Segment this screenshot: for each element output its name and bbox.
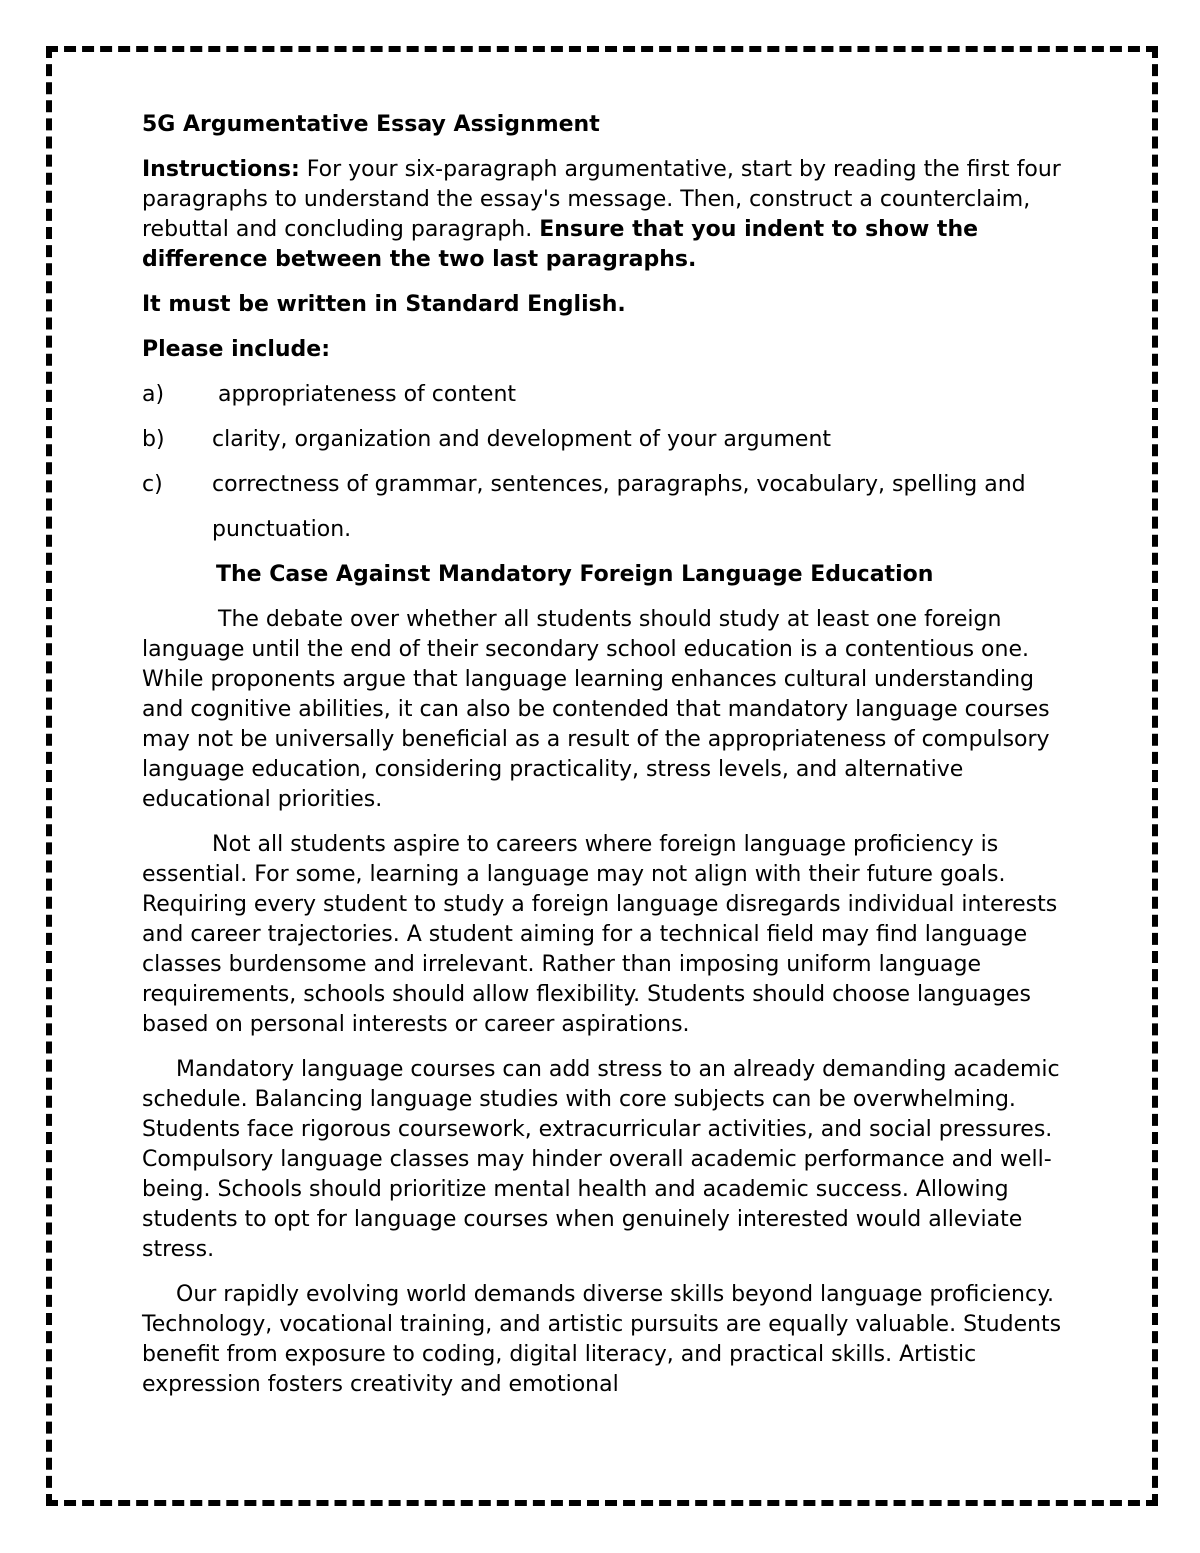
- criteria-text: appropriateness of content: [218, 382, 517, 407]
- criteria-continuation: punctuation.: [212, 517, 352, 542]
- criteria-letter: a): [142, 382, 165, 407]
- criteria-text: clarity, organization and development of your argument: [212, 427, 832, 452]
- criteria-item-b: [142, 425, 1072, 455]
- document-body: [142, 110, 1072, 1415]
- criteria-letter: b): [142, 427, 165, 452]
- assignment-heading: 5G Argumentative Essay Assignment: [142, 112, 600, 137]
- instructions-paragraph: [142, 155, 1072, 275]
- instructions-label: Instructions:: [142, 157, 300, 182]
- essay-paragraph-1: The debate over whether all students should study at least one foreign language until the end of their secondary school education is a contentious one. While proponents argue that language learning enhances cultural understanding and cognitive abilities, it can also be contended that mandatory language courses may not be universally beneficial as a result of the appropriateness of compulsory language education, considering practicality, stress levels, and alternative educational priorities.: [142, 607, 1050, 812]
- essay-paragraph-4: Our rapidly evolving world demands diverse skills beyond language proficiency. Technology, vocational training, and artistic pursuits are equally valuable. Students benefit from exposure to coding, digital literacy, and practical skills. Artistic expression fosters creativity and emotional: [142, 1282, 1062, 1397]
- instructions-text: For your six-paragraph argumentative, start by reading the first four paragraphs to understand the essay's message. Then, construct a counterclaim, rebuttal and concluding paragraph.: [142, 157, 1061, 242]
- please-include-label: Please include:: [142, 337, 331, 362]
- criteria-letter: c): [142, 472, 163, 497]
- essay-paragraph-2: Not all students aspire to careers where foreign language proficiency is essential. For some, learning a language may not align with their future goals. Requiring every student to study a foreign language disregards individual interests and career trajectories. A student aiming for a technical field may find language classes burdensome and irrelevant. Rather than imposing uniform language requirements, schools should allow flexibility. Students should choose languages based on personal interests or career aspirations.: [142, 832, 1058, 1037]
- instructions-emphasis: Ensure that you indent to show the difference between the two last paragraphs.: [142, 217, 979, 272]
- criteria-item-c: [142, 470, 1072, 500]
- essay-paragraph-3: Mandatory language courses can add stress to an already demanding academic schedule. Balancing language studies with core subjects can be overwhelming. Students face rigorous coursework, extracurricular activities, and social pressures. Compulsory language classes may hinder overall academic performance and well-being. Schools should prioritize mental health and academic success. Allowing students to opt for language courses when genuinely interested would alleviate stress.: [142, 1057, 1060, 1262]
- criteria-text: correctness of grammar, sentences, paragraphs, vocabulary, spelling and: [212, 472, 1026, 497]
- essay-title: The Case Against Mandatory Foreign Language Education: [216, 562, 934, 587]
- standard-english-note: It must be written in Standard English.: [142, 292, 626, 317]
- criteria-item-a: [142, 380, 1072, 410]
